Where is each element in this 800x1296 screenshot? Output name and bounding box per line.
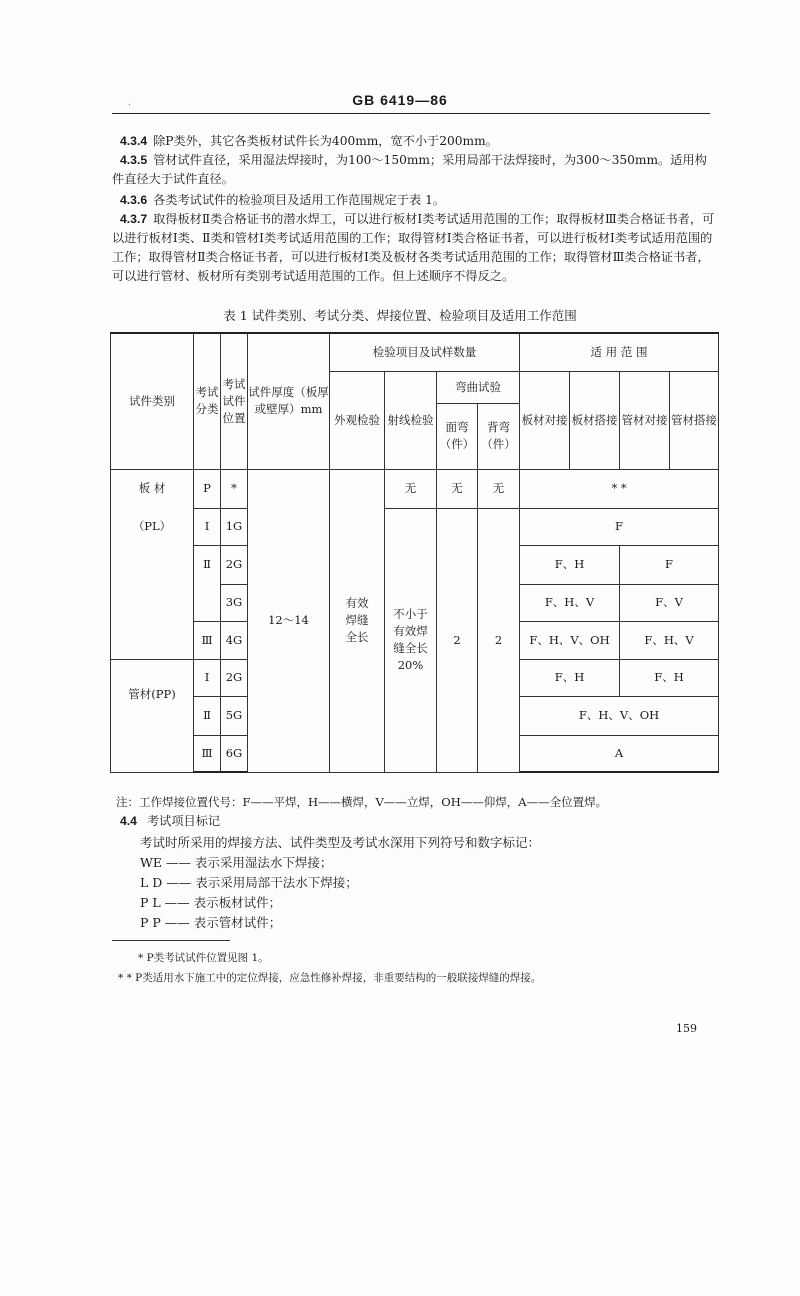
header-inspection: 检验项目及试样数量	[330, 333, 520, 371]
header-position: 考试试件位置	[221, 333, 248, 469]
section-title: 考试项目标记	[146, 814, 221, 828]
position-cell: 2G	[221, 545, 248, 584]
para-number: 4.3.6	[120, 193, 148, 207]
footnote: * P类考试试件位置见图 1。	[138, 952, 269, 964]
scope-cell: F、H、V、OH	[520, 696, 719, 735]
para-number: 4.3.7	[120, 212, 148, 226]
exam-class-cell: P	[194, 469, 221, 508]
header-plate-lap: 板材搭接	[570, 371, 620, 469]
code-line: WE —— 表示采用湿法水下焊接；	[140, 855, 333, 870]
code-line: L D —— 表示采用局部干法水下焊接；	[140, 875, 358, 890]
table-caption: 表 1 试件类别、考试分类、焊接位置、检验项目及适用工作范围	[223, 308, 577, 323]
scope-plate-cell: F、H、V、OH	[520, 621, 620, 659]
corner-mark: ·	[128, 100, 132, 111]
exam-class-cell: Ⅲ	[194, 621, 221, 659]
footnote-rule	[112, 940, 230, 941]
position-cell: 6G	[221, 735, 248, 772]
para-4-3-5	[112, 151, 716, 189]
para-number: 4.3.4	[120, 134, 148, 148]
plate-blank	[111, 621, 194, 659]
header-thickness: 试件厚度（板厚或壁厚）mm	[248, 333, 330, 469]
scope-cell: * *	[520, 469, 719, 508]
thickness-cell: 12～14	[248, 469, 330, 772]
exam-class-cell: Ⅱ	[194, 696, 221, 735]
plate-blank	[111, 545, 194, 584]
position-cell: 3G	[221, 584, 248, 621]
para-4-3-7	[112, 210, 716, 286]
face-bend-none-cell: 无	[437, 469, 478, 508]
header-pipe-lap: 管材搭接	[670, 371, 719, 469]
header-bend: 弯曲试验	[437, 371, 520, 403]
exam-class-cell: Ⅱ	[194, 545, 221, 584]
header-radiographic: 射线检验	[385, 371, 437, 469]
para-text: 除P类外，其它各类板材试件长为400mm，宽不小于200mm。	[153, 134, 498, 148]
section-intro: 考试时所采用的焊接方法、试件类型及考试水深用下列符号和数字标记：	[140, 835, 541, 850]
para-text: 管材试件直径，采用湿法焊接时，为100～150mm；采用局部干法焊接时，为300～350mm。适用构件直径大于试件直径。	[112, 153, 707, 186]
header-specimen-type: 试件类别	[111, 333, 194, 469]
code-line: P P —— 表示管材试件；	[140, 915, 282, 930]
position-cell: 4G	[221, 621, 248, 659]
section-number: 4.4	[120, 814, 137, 828]
exam-class-cell: Ⅰ	[194, 659, 221, 696]
scope-cell: A	[520, 735, 719, 772]
radiographic-none-cell: 无	[385, 469, 437, 508]
header-scope: 适 用 范 围	[520, 333, 719, 371]
header-face-bend: 面弯（件）	[437, 403, 478, 469]
spec-table	[110, 332, 719, 773]
header-exam-class: 考试分类	[194, 333, 221, 469]
header-plate-butt: 板材对接	[520, 371, 570, 469]
scope-plate-cell: F、H	[520, 545, 620, 584]
para-text: 各类考试试件的检验项目及适用工作范围规定于表 1。	[153, 193, 446, 207]
position-cell: *	[221, 469, 248, 508]
scope-plate-cell: F、H	[520, 659, 620, 696]
position-cell: 2G	[221, 659, 248, 696]
section-4-4-heading	[112, 812, 716, 831]
para-number: 4.3.5	[120, 153, 148, 167]
para-4-3-6	[112, 191, 716, 210]
scope-pipe-cell: F	[620, 545, 719, 584]
footnote: * * P类适用水下施工中的定位焊接，应急性修补焊接，非重要结构的一般联接焊缝的焊接。	[118, 972, 542, 984]
para-text: 取得板材Ⅱ类合格证书的潜水焊工，可以进行板材Ⅰ类考试适用范围的工作；取得板材Ⅲ类合格证书者，可以进行板材Ⅰ类、Ⅱ类和管材Ⅰ类考试适用范围的工作；取得管材Ⅰ类合格证书者，可以进行板材Ⅰ类考试适用范围的工作；取得管材Ⅱ类合格证书者，可以进行板材Ⅰ类及板材各类考试适用范围的工作；取得管材Ⅲ类合格证书者，可以进行管材、板材所有类别考试适用范围的工作。但上述顺序不得反之。	[112, 212, 715, 283]
scope-plate-cell: F、H、V	[520, 584, 620, 621]
code-line: P L —— 表示板材试件；	[140, 895, 282, 910]
header-visual: 外观检验	[330, 371, 385, 469]
position-cell: 5G	[221, 696, 248, 735]
page-header: GB 6419—86	[352, 92, 448, 108]
exam-class-cell: Ⅰ	[194, 508, 221, 545]
plate-label: 板 材	[111, 469, 194, 508]
back-bend-none-cell: 无	[478, 469, 520, 508]
exam-class-cell: Ⅲ	[194, 735, 221, 772]
table-note: 注：工作焊接位置代号：F——平焊，H——横焊，V——立焊，OH——仰焊，A——全位置焊。	[116, 795, 608, 809]
back-bend-cell: 2	[478, 508, 520, 772]
position-cell: 1G	[221, 508, 248, 545]
header-pipe-butt: 管材对接	[620, 371, 670, 469]
header-back-bend: 背弯（件）	[478, 403, 520, 469]
exam-class-cell	[194, 584, 221, 621]
face-bend-cell: 2	[437, 508, 478, 772]
plate-blank	[111, 584, 194, 621]
pipe-label-text: 管材(PP)	[128, 686, 176, 701]
scope-pipe-cell: F、H、V	[620, 621, 719, 659]
scope-cell: F	[520, 508, 719, 545]
scope-pipe-cell: F、H	[620, 659, 719, 696]
plate-code: （PL）	[111, 508, 194, 545]
radiographic-cell: 不小于有效焊缝全长20%	[385, 508, 437, 772]
para-4-3-4	[112, 132, 716, 151]
header-rule	[112, 113, 710, 114]
pipe-label	[111, 659, 194, 772]
visual-inspection-cell: 有效焊缝全长	[330, 469, 385, 772]
scope-pipe-cell: F、V	[620, 584, 719, 621]
page-number: 159	[676, 1022, 697, 1035]
